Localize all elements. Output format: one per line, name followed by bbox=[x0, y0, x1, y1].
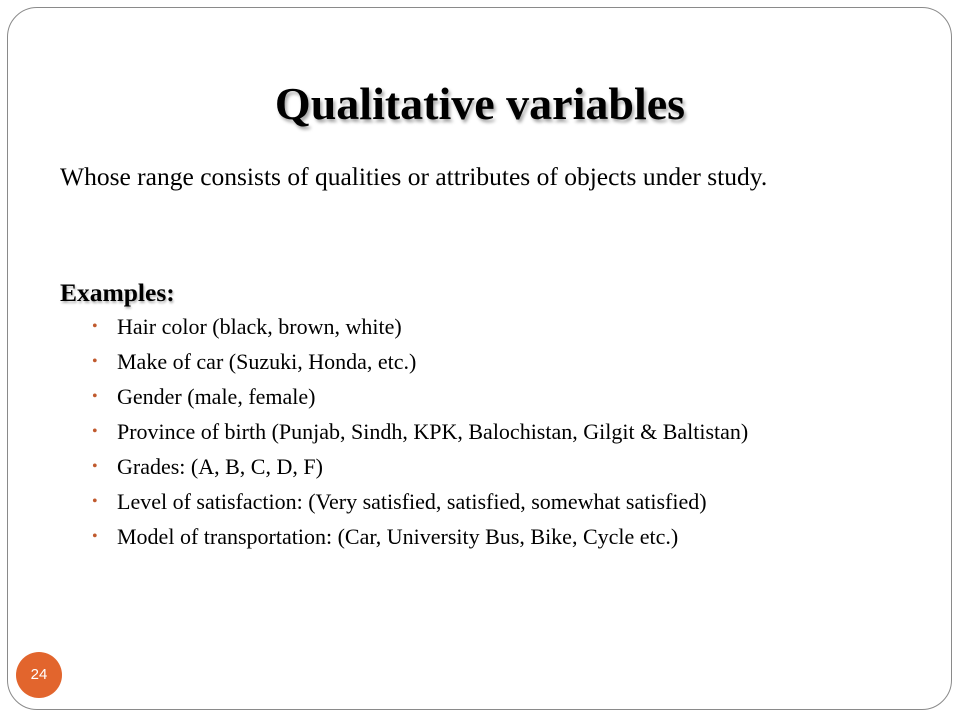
slide-title: Qualitative variables bbox=[274, 78, 686, 129]
bullet-icon: • bbox=[92, 318, 98, 335]
list-item-text: Grades: (A, B, C, D, F) bbox=[117, 454, 323, 479]
list-item bbox=[92, 524, 922, 550]
bullet-icon: • bbox=[92, 388, 98, 405]
list-item-text: Model of transportation: (Car, University Bus, Bike, Cycle etc.) bbox=[117, 524, 679, 549]
bullet-icon: • bbox=[92, 528, 98, 545]
list-item-text: Level of satisfaction: (Very satisfied, satisfied, somewhat satisfied) bbox=[117, 489, 707, 514]
bullet-icon: • bbox=[92, 458, 98, 475]
list-item bbox=[92, 314, 922, 340]
list-item-text: Gender (male, female) bbox=[117, 384, 316, 409]
examples-list bbox=[92, 314, 922, 559]
list-item bbox=[92, 489, 922, 515]
list-item bbox=[92, 384, 922, 410]
bullet-icon: • bbox=[92, 423, 98, 440]
list-item bbox=[92, 454, 922, 480]
list-item-text: Hair color (black, brown, white) bbox=[117, 314, 402, 339]
page-number-badge: 24 bbox=[16, 652, 62, 698]
bullet-icon: • bbox=[92, 493, 98, 510]
list-item bbox=[92, 349, 922, 375]
intro-text: Whose range consists of qualities or attributes of objects under study. bbox=[60, 162, 768, 191]
bullet-icon: • bbox=[92, 353, 98, 370]
list-item-text: Province of birth (Punjab, Sindh, KPK, Balochistan, Gilgit & Baltistan) bbox=[117, 419, 749, 444]
list-item-text: Make of car (Suzuki, Honda, etc.) bbox=[117, 349, 417, 374]
list-item bbox=[92, 419, 922, 445]
examples-heading: Examples: bbox=[60, 278, 175, 307]
